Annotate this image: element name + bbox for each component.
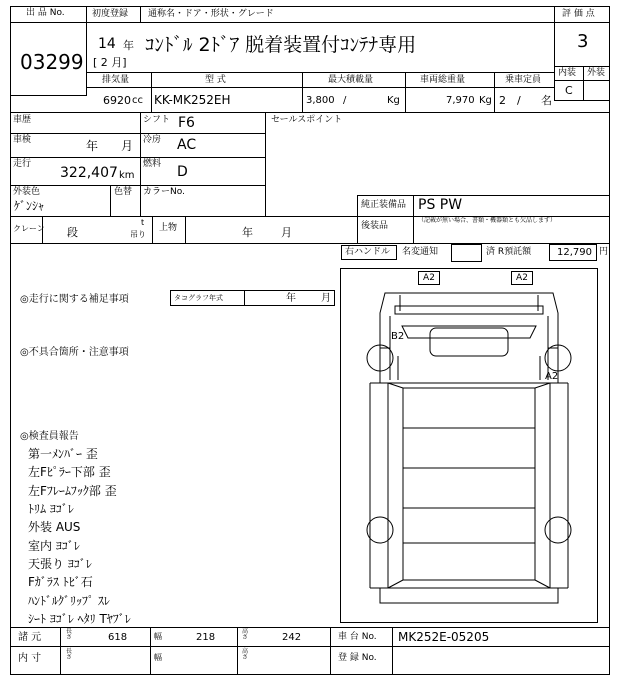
tacho-label: タコグラフ年式 (174, 294, 223, 302)
length-value: 618 (108, 632, 128, 643)
upper-label: 上物 (159, 223, 178, 233)
interior-dims-label: 内 寸 (18, 653, 42, 664)
score-value: 3 (577, 31, 589, 52)
gross-weight-label: 車両総重量 (420, 75, 466, 85)
inspector-line: 左Fﾌﾚｰﾑﾌｯｸ部 歪 (28, 484, 117, 498)
damage-mark: A2 (511, 271, 533, 285)
crane-ton-unit: t (141, 218, 145, 227)
std-equip-value: PS PW (418, 197, 463, 213)
mileage-label: 走行 (13, 159, 32, 169)
inspector-line: ﾄﾘﾑ ﾖｺﾞﾚ (28, 502, 74, 516)
width-value: 218 (196, 632, 216, 643)
inspector-line: ﾊﾝﾄﾞﾙｸﾞﾘｯﾌﾟ ｽﾚ (28, 594, 110, 608)
interior-length-label: 長さ (66, 648, 73, 662)
exterior-grade-label: 外装 (587, 68, 606, 78)
max-load-value: 3,800 (306, 95, 335, 106)
capacity-label: 乗車定員 (505, 75, 542, 85)
inspector-line: 室内 ﾖｺﾞﾚ (28, 539, 80, 553)
driving-notes-label: ◎走行に関する補足事項 (20, 294, 129, 305)
displacement-value: 6920 (103, 94, 131, 107)
vehicle-title: ｺﾝﾄﾞﾙ 2ﾄﾞｱ 脱着装置付ｺﾝﾃﾅ専用 (145, 34, 417, 56)
model-type-label: 型 式 (205, 75, 226, 85)
lot-number: 03299 (20, 50, 84, 74)
deposit-label: 済 R預託額 (486, 247, 532, 257)
deposit-unit: 円 (599, 247, 609, 257)
first-reg-year-unit: 年 (123, 39, 134, 52)
inspection-year-unit: 年 (86, 139, 99, 153)
max-load-sep: / (343, 95, 347, 106)
sales-point-label: セールスポイント (271, 115, 343, 125)
capacity-unit: 名 (541, 94, 552, 107)
color-change-label: 色替 (114, 187, 133, 197)
chassis-value: MK252E-05205 (398, 630, 490, 644)
first-reg-year: 14 (98, 36, 116, 52)
damage-mark: A2 (545, 371, 559, 382)
first-reg-month: [ 2 月] (93, 56, 127, 69)
displacement-label: 排気量 (102, 75, 130, 85)
score-box (554, 6, 610, 101)
reg-no-label: 登 録 No. (338, 653, 377, 663)
capacity-value: 2 (499, 94, 506, 107)
gross-weight-value: 7,970 (446, 95, 475, 106)
deposit-value: 12,790 (557, 247, 592, 258)
shift-value: F6 (178, 115, 195, 131)
lot-label: 出 品 No. (26, 8, 65, 18)
tacho-year-unit: 年 (286, 293, 296, 304)
inspection-label: 車検 (13, 135, 32, 145)
height-label: 高さ (242, 628, 249, 642)
crane-label: クレーン (13, 224, 45, 233)
first-reg-label: 初度登録 (92, 9, 129, 19)
inspection-month-unit: 月 (121, 139, 134, 153)
inspector-line: 左Fﾋﾟﾗｰ下部 歪 (28, 465, 111, 479)
history-label: 車歴 (13, 115, 32, 125)
chassis-label: 車 台 No. (338, 632, 377, 642)
interior-grade-value: C (565, 84, 573, 97)
length-label: 長さ (66, 628, 73, 642)
dims-label: 諸 元 (18, 632, 42, 643)
width-label: 幅 (154, 632, 162, 641)
upper-month-unit: 月 (281, 226, 292, 239)
interior-width-label: 幅 (154, 653, 162, 662)
max-load-label: 最大積載量 (328, 75, 374, 85)
tacho-month-unit: 月 (321, 293, 331, 304)
score-label: 評 価 点 (562, 9, 595, 19)
model-code: KK-MK252EH (154, 93, 231, 107)
interior-height-label: 高さ (242, 648, 249, 662)
interior-grade-label: 内装 (558, 68, 577, 78)
gross-weight-unit: Kg (479, 95, 492, 106)
crane-hang-label: 吊り (130, 230, 146, 239)
mileage-unit: km (119, 170, 135, 181)
height-value: 242 (282, 632, 302, 643)
upper-year-unit: 年 (242, 226, 253, 239)
fuel-value: D (177, 164, 188, 180)
shift-label: シフト (143, 115, 171, 125)
max-load-unit: Kg (387, 95, 400, 106)
ext-color-label: 外装色 (13, 187, 41, 197)
vehicle-name-label: 通称名・ドア・形状・グレード (148, 9, 274, 19)
displacement-unit: cc (132, 95, 143, 106)
inspector-line: 外装 AUS (28, 520, 81, 534)
damage-mark: B2 (391, 331, 405, 342)
inspector-line: 天張り ﾖｺﾞﾚ (28, 557, 92, 571)
inspector-line: 第一ﾒﾝﾊﾞｰ 歪 (28, 447, 98, 461)
capacity-sep: / (517, 94, 521, 107)
truck-top-view-diagram (340, 268, 598, 623)
aftermarket-note: （記載が無い場合、書類・機器類とも欠品します） (418, 217, 557, 224)
damage-mark: A2 (418, 271, 440, 285)
name-change-label: 名変通知 (402, 247, 439, 257)
std-equip-label: 純正装備品 (361, 200, 407, 210)
defects-label: ◎不具合箇所・注意事項 (20, 347, 129, 358)
inspector-report-label: ◎検査員報告 (20, 431, 79, 442)
inspector-line: ｼｰﾄ ﾖｺﾞﾚ ﾍﾀﾘ Tﾔﾌﾞﾚ (28, 612, 131, 626)
name-change-box (451, 244, 482, 262)
ac-label: 冷房 (143, 135, 162, 145)
rhd-label: 右ハンドル (345, 247, 391, 257)
ext-color-value: ｹﾞﾝｼｬ (14, 199, 45, 213)
ac-value: AC (177, 137, 197, 153)
fuel-label: 燃料 (143, 159, 162, 169)
mileage-value: 322,407 (60, 165, 118, 181)
color-code-label: カラーNo. (143, 187, 185, 197)
inspector-line: Fｶﾞﾗｽ ﾄﾋﾞ石 (28, 575, 93, 589)
crane-step-unit: 段 (67, 226, 78, 239)
aftermarket-label: 後装品 (361, 221, 389, 231)
